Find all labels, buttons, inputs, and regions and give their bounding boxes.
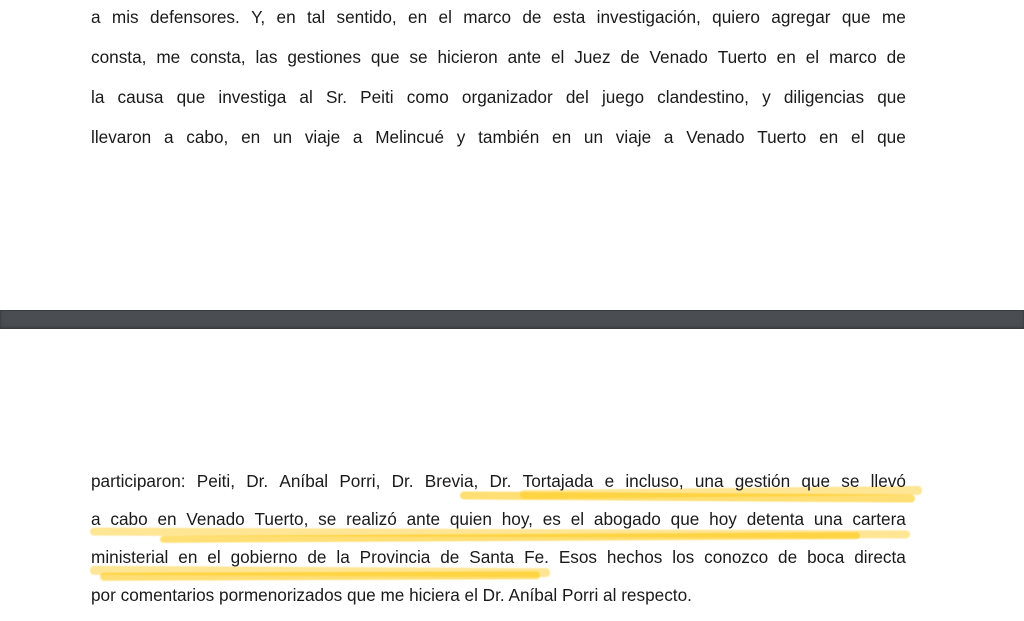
word: de <box>522 7 542 27</box>
word: Aníbal <box>279 471 329 491</box>
word: el <box>550 47 565 67</box>
word: del <box>565 87 589 107</box>
word: clandestino, <box>657 87 749 107</box>
word: a <box>163 127 174 147</box>
word: en <box>776 47 796 67</box>
word: una <box>694 471 724 491</box>
word: a <box>91 509 101 529</box>
word: me <box>156 47 181 67</box>
word: la <box>336 547 350 567</box>
text-line <box>91 126 906 148</box>
word: en <box>241 127 261 147</box>
word: de <box>778 547 798 567</box>
word: hicieron <box>437 47 498 67</box>
word: diligencias <box>783 87 865 107</box>
word: hechos <box>606 547 663 567</box>
text-line <box>91 508 906 530</box>
word: los <box>672 547 695 567</box>
word: en <box>819 127 839 147</box>
word: Brevia, <box>424 471 479 491</box>
word: un <box>583 127 604 147</box>
word: Tuerto <box>757 127 807 147</box>
word: incluso, <box>625 471 684 491</box>
word: Fe. <box>524 547 549 567</box>
word: abogado <box>593 509 661 529</box>
word: organizador <box>461 87 553 107</box>
word: detenta <box>746 509 805 529</box>
word: de <box>440 547 460 567</box>
word: llevaron <box>91 127 152 147</box>
word: Sr. <box>325 87 347 107</box>
word: se <box>318 509 337 529</box>
word: las <box>255 47 278 67</box>
word: defensores. <box>149 7 240 27</box>
word: participaron: <box>91 471 186 491</box>
word: Dr. <box>391 471 414 491</box>
word: a <box>91 7 101 27</box>
word: agregar <box>771 7 831 27</box>
word: que <box>877 87 906 107</box>
word: en <box>408 7 428 27</box>
word: se <box>409 47 428 67</box>
word: Tortajada <box>522 471 594 491</box>
word: y <box>762 87 771 107</box>
word: causa <box>117 87 164 107</box>
word: en <box>276 7 296 27</box>
word: cartera <box>852 509 906 529</box>
word: que <box>877 127 906 147</box>
word: Dr. <box>489 471 512 491</box>
word: se <box>841 471 860 491</box>
text-line <box>91 584 906 606</box>
word: también <box>478 127 540 147</box>
word: llevó <box>870 471 906 491</box>
word: e <box>604 471 615 491</box>
word: gobierno <box>230 547 298 567</box>
word: la <box>91 87 105 107</box>
word: Melincué <box>375 127 445 147</box>
word: como <box>406 87 449 107</box>
word: que <box>670 509 700 529</box>
word: viaje <box>304 127 341 147</box>
word: realizó <box>346 509 397 529</box>
word: cabo <box>110 509 148 529</box>
word: directa <box>854 547 906 567</box>
word: boca <box>807 547 845 567</box>
word: Peiti <box>360 87 394 107</box>
word: en <box>552 127 572 147</box>
word: ministerial <box>91 547 169 567</box>
word: marco <box>463 7 512 27</box>
word: el <box>207 547 221 567</box>
word: es <box>542 509 561 529</box>
word: de <box>307 547 327 567</box>
highlight-mark <box>100 571 540 581</box>
word: esta <box>552 7 586 27</box>
word: juego <box>601 87 645 107</box>
word: Santa <box>469 547 515 567</box>
word: a <box>352 127 363 147</box>
word: en <box>178 547 198 567</box>
word: en <box>157 509 177 529</box>
word: de <box>886 47 906 67</box>
word: Dr. <box>246 471 269 491</box>
text-line-content: por comentarios pormenorizados que me hiciera el Dr. Aníbal Porri al respecto. <box>91 585 692 605</box>
word: que <box>841 7 871 27</box>
text-line <box>91 6 906 28</box>
word: Y, <box>251 7 266 27</box>
word: sentido, <box>336 7 397 27</box>
word: quiero <box>712 7 760 27</box>
text-line <box>91 86 906 108</box>
word: el <box>850 127 865 147</box>
word: Venado <box>686 127 745 147</box>
text-line <box>91 46 906 68</box>
word: gestiones <box>287 47 361 67</box>
word: cabo, <box>186 127 229 147</box>
word: el <box>805 47 820 67</box>
word: el <box>570 509 585 529</box>
page-separator <box>0 310 1024 330</box>
word: hoy <box>709 509 737 529</box>
word: ante <box>507 47 542 67</box>
word: de <box>620 47 640 67</box>
highlight-mark <box>160 532 860 543</box>
word: hoy, <box>501 509 533 529</box>
word: que <box>370 47 400 67</box>
text-line <box>91 546 906 568</box>
word: marco <box>829 47 877 67</box>
word: investigación, <box>596 7 701 27</box>
word: y <box>456 127 466 147</box>
word: que <box>801 471 831 491</box>
word: una <box>813 509 843 529</box>
word: al <box>299 87 313 107</box>
word: gestión <box>734 471 791 491</box>
word: Tuerto <box>717 47 767 67</box>
word: tal <box>307 7 326 27</box>
word: investiga <box>218 87 287 107</box>
word: Tuerto, <box>254 509 309 529</box>
word: consta, <box>91 47 147 67</box>
document-page-bottom <box>0 329 1024 621</box>
word: conozco <box>704 547 769 567</box>
word: el <box>438 7 452 27</box>
word: Porri, <box>339 471 381 491</box>
word: Peiti, <box>196 471 236 491</box>
word: ante <box>406 509 441 529</box>
word: consta, <box>190 47 246 67</box>
document-page-top <box>0 0 1024 310</box>
word: a <box>663 127 674 147</box>
word: quien <box>449 509 492 529</box>
word: viaje <box>615 127 652 147</box>
word: que <box>176 87 206 107</box>
word: Provincia <box>359 547 431 567</box>
word: Esos <box>558 547 598 567</box>
highlight-mark <box>460 491 915 502</box>
word: Venado <box>186 509 245 529</box>
word: Juez <box>574 47 611 67</box>
word: mis <box>111 7 139 27</box>
word: me <box>881 7 906 27</box>
word: Venado <box>649 47 708 67</box>
word: un <box>272 127 293 147</box>
text-line <box>91 470 906 492</box>
